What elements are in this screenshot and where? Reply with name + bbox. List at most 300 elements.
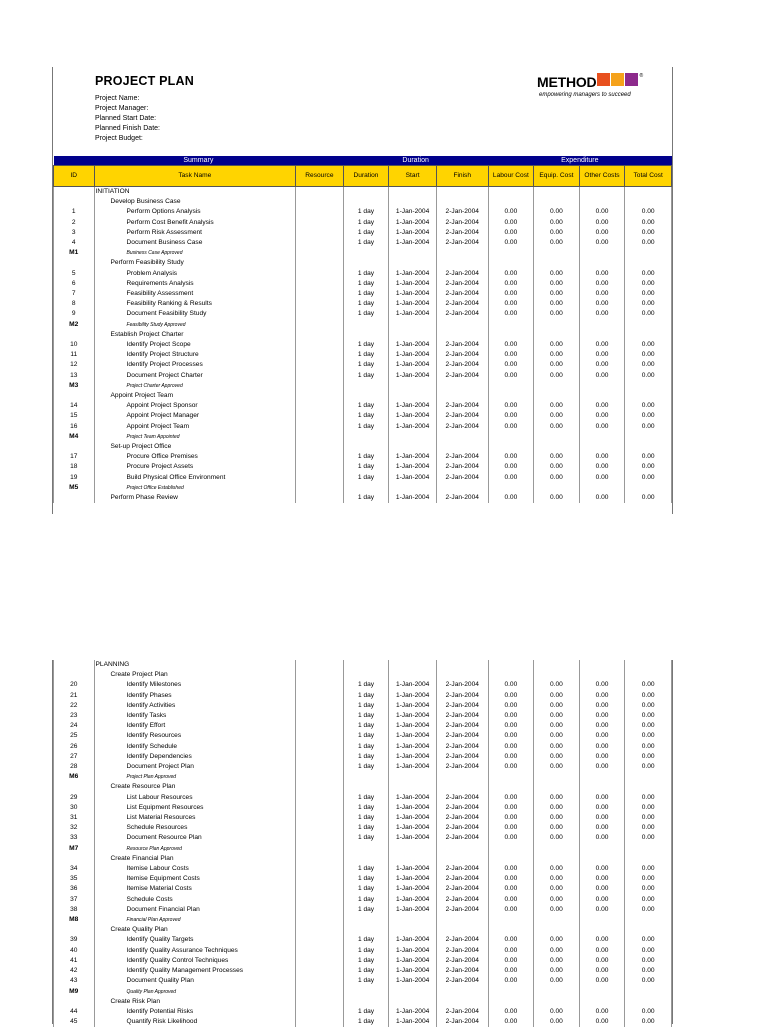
- cell-finish: 2-Jan-2004: [436, 350, 488, 360]
- cell-duration: 1 day: [343, 422, 389, 432]
- cell-equip-cost: [534, 258, 580, 268]
- cell-id: 39: [54, 935, 95, 945]
- cell-labour-cost: 0.00: [488, 228, 534, 238]
- cell-id: [54, 442, 95, 452]
- cell-duration: 1 day: [343, 289, 389, 299]
- cell-resource: [296, 401, 344, 411]
- cell-duration: 1 day: [343, 711, 389, 721]
- cell-other-costs: 0.00: [579, 493, 625, 503]
- cell-finish: [436, 320, 488, 330]
- cell-start: [389, 997, 437, 1007]
- cell-labour-cost: 0.00: [488, 701, 534, 711]
- cell-finish: 2-Jan-2004: [436, 473, 488, 483]
- cell-id: [54, 493, 95, 503]
- cell-other-costs: [579, 330, 625, 340]
- cell-id: M1: [54, 248, 95, 258]
- cell-task-name: Document Quality Plan: [94, 976, 296, 986]
- plan-rows-1: [54, 187, 672, 504]
- cell-other-costs: 0.00: [579, 956, 625, 966]
- cell-finish: 2-Jan-2004: [436, 874, 488, 884]
- cell-duration: [343, 442, 389, 452]
- cell-duration: 1 day: [343, 350, 389, 360]
- cell-labour-cost: [488, 442, 534, 452]
- cell-equip-cost: 0.00: [534, 976, 580, 986]
- task-row: [54, 411, 672, 421]
- cell-finish: 2-Jan-2004: [436, 701, 488, 711]
- cell-finish: 2-Jan-2004: [436, 884, 488, 894]
- cell-labour-cost: 0.00: [488, 207, 534, 217]
- cell-task-name: Document Business Case: [94, 238, 296, 248]
- cell-id: 37: [54, 895, 95, 905]
- cell-resource: [296, 197, 344, 207]
- cell-other-costs: 0.00: [579, 731, 625, 741]
- cell-equip-cost: 0.00: [534, 742, 580, 752]
- cell-task-name: Document Resource Plan: [94, 833, 296, 843]
- cell-total-cost: [625, 330, 672, 340]
- milestone-row: [54, 320, 672, 330]
- cell-resource: [296, 874, 344, 884]
- cell-start: 1-Jan-2004: [389, 360, 437, 370]
- cell-finish: [436, 997, 488, 1007]
- cell-task-name: Procure Office Premises: [94, 452, 296, 462]
- cell-start: 1-Jan-2004: [389, 895, 437, 905]
- cell-equip-cost: 0.00: [534, 793, 580, 803]
- cell-duration: 1 day: [343, 803, 389, 813]
- cell-equip-cost: 0.00: [534, 1007, 580, 1017]
- registered-mark: ®: [639, 73, 644, 79]
- cell-duration: [343, 782, 389, 792]
- cell-resource: [296, 473, 344, 483]
- cell-duration: 1 day: [343, 680, 389, 690]
- cell-total-cost: 0.00: [625, 340, 672, 350]
- cell-start: 1-Jan-2004: [389, 371, 437, 381]
- cell-other-costs: 0.00: [579, 452, 625, 462]
- cell-other-costs: 0.00: [579, 895, 625, 905]
- cell-finish: 2-Jan-2004: [436, 218, 488, 228]
- cell-total-cost: [625, 197, 672, 207]
- cell-equip-cost: 0.00: [534, 462, 580, 472]
- cell-resource: [296, 483, 344, 493]
- cell-other-costs: [579, 987, 625, 997]
- cell-start: 1-Jan-2004: [389, 752, 437, 762]
- cell-other-costs: 0.00: [579, 299, 625, 309]
- cell-task-name: PLANNING: [94, 660, 296, 670]
- cell-labour-cost: 0.00: [488, 721, 534, 731]
- task-row: [54, 701, 672, 711]
- cell-finish: [436, 391, 488, 401]
- cell-other-costs: [579, 381, 625, 391]
- cell-id: 38: [54, 905, 95, 915]
- cell-finish: 2-Jan-2004: [436, 680, 488, 690]
- cell-id: 8: [54, 299, 95, 309]
- cell-id: [54, 391, 95, 401]
- cell-resource: [296, 1017, 344, 1027]
- cell-equip-cost: 0.00: [534, 371, 580, 381]
- cell-total-cost: 0.00: [625, 228, 672, 238]
- phase-row: [54, 187, 672, 198]
- cell-id: 42: [54, 966, 95, 976]
- cell-duration: 1 day: [343, 976, 389, 986]
- cell-resource: [296, 1007, 344, 1017]
- band-summary: Summary: [54, 156, 344, 166]
- cell-equip-cost: 0.00: [534, 207, 580, 217]
- cell-start: 1-Jan-2004: [389, 742, 437, 752]
- cell-id: [54, 330, 95, 340]
- cell-equip-cost: 0.00: [534, 752, 580, 762]
- cell-duration: 1 day: [343, 833, 389, 843]
- cell-total-cost: 0.00: [625, 289, 672, 299]
- cell-total-cost: [625, 772, 672, 782]
- cell-duration: 1 day: [343, 411, 389, 421]
- cell-labour-cost: [488, 197, 534, 207]
- cell-duration: 1 day: [343, 823, 389, 833]
- cell-equip-cost: 0.00: [534, 966, 580, 976]
- cell-duration: [343, 987, 389, 997]
- cell-id: 43: [54, 976, 95, 986]
- cell-other-costs: [579, 320, 625, 330]
- task-row: [54, 752, 672, 762]
- cell-labour-cost: [488, 670, 534, 680]
- cell-id: 18: [54, 462, 95, 472]
- cell-other-costs: 0.00: [579, 1007, 625, 1017]
- logo-word: METHOD: [537, 74, 597, 90]
- task-row: [54, 884, 672, 894]
- cell-finish: 2-Jan-2004: [436, 228, 488, 238]
- cell-equip-cost: 0.00: [534, 360, 580, 370]
- cell-total-cost: [625, 782, 672, 792]
- task-row: [54, 269, 672, 279]
- cell-duration: [343, 391, 389, 401]
- cell-finish: [436, 925, 488, 935]
- cell-finish: [436, 483, 488, 493]
- cell-duration: 1 day: [343, 228, 389, 238]
- task-row: [54, 813, 672, 823]
- cell-duration: 1 day: [343, 762, 389, 772]
- cell-duration: 1 day: [343, 691, 389, 701]
- cell-equip-cost: 0.00: [534, 946, 580, 956]
- task-row: [54, 731, 672, 741]
- cell-task-name: Quality Plan Approved: [94, 987, 296, 997]
- cell-task-name: Requirements Analysis: [94, 279, 296, 289]
- cell-finish: 2-Jan-2004: [436, 966, 488, 976]
- phase-row: [54, 660, 672, 670]
- cell-task-name: Perform Phase Review: [94, 493, 296, 503]
- cell-total-cost: [625, 854, 672, 864]
- cell-task-name: Identify Effort: [94, 721, 296, 731]
- cell-labour-cost: 0.00: [488, 762, 534, 772]
- cell-start: [389, 782, 437, 792]
- cell-equip-cost: 0.00: [534, 350, 580, 360]
- cell-other-costs: 0.00: [579, 691, 625, 701]
- cell-start: 1-Jan-2004: [389, 803, 437, 813]
- cell-resource: [296, 218, 344, 228]
- group-row: [54, 330, 672, 340]
- task-row: [54, 833, 672, 843]
- cell-total-cost: 0.00: [625, 1007, 672, 1017]
- plan-page-1: [52, 67, 673, 514]
- cell-total-cost: [625, 432, 672, 442]
- cell-finish: 2-Jan-2004: [436, 371, 488, 381]
- cell-equip-cost: [534, 772, 580, 782]
- cell-duration: [343, 997, 389, 1007]
- cell-start: [389, 381, 437, 391]
- cell-task-name: Develop Business Case: [94, 197, 296, 207]
- cell-total-cost: [625, 442, 672, 452]
- cell-id: [54, 854, 95, 864]
- field-project-manager: Project Manager:: [95, 105, 149, 112]
- cell-start: 1-Jan-2004: [389, 884, 437, 894]
- cell-start: 1-Jan-2004: [389, 228, 437, 238]
- cell-other-costs: 0.00: [579, 966, 625, 976]
- cell-labour-cost: [488, 320, 534, 330]
- cell-resource: [296, 854, 344, 864]
- cell-equip-cost: 0.00: [534, 289, 580, 299]
- cell-equip-cost: [534, 660, 580, 670]
- project-fields: [95, 94, 160, 144]
- cell-equip-cost: [534, 925, 580, 935]
- cell-equip-cost: 0.00: [534, 309, 580, 319]
- cell-other-costs: [579, 670, 625, 680]
- cell-id: 32: [54, 823, 95, 833]
- cell-id: 41: [54, 956, 95, 966]
- cell-duration: 1 day: [343, 793, 389, 803]
- cell-finish: 2-Jan-2004: [436, 238, 488, 248]
- cell-labour-cost: 0.00: [488, 401, 534, 411]
- col-other-costs: Other Costs: [579, 166, 625, 187]
- cell-duration: [343, 854, 389, 864]
- milestone-row: [54, 381, 672, 391]
- task-row: [54, 493, 672, 503]
- band-expenditure: Expenditure: [488, 156, 671, 166]
- cell-resource: [296, 813, 344, 823]
- cell-resource: [296, 207, 344, 217]
- cell-id: 6: [54, 279, 95, 289]
- cell-id: 14: [54, 401, 95, 411]
- cell-equip-cost: [534, 782, 580, 792]
- cell-task-name: List Labour Resources: [94, 793, 296, 803]
- cell-total-cost: 0.00: [625, 813, 672, 823]
- cell-resource: [296, 782, 344, 792]
- group-row: [54, 670, 672, 680]
- task-row: [54, 228, 672, 238]
- cell-labour-cost: [488, 844, 534, 854]
- cell-id: 27: [54, 752, 95, 762]
- cell-id: 31: [54, 813, 95, 823]
- cell-duration: [343, 197, 389, 207]
- cell-resource: [296, 340, 344, 350]
- cell-other-costs: [579, 391, 625, 401]
- cell-task-name: List Equipment Resources: [94, 803, 296, 813]
- cell-id: [54, 197, 95, 207]
- cell-other-costs: 0.00: [579, 976, 625, 986]
- cell-resource: [296, 905, 344, 915]
- cell-resource: [296, 228, 344, 238]
- cell-equip-cost: 0.00: [534, 493, 580, 503]
- cell-resource: [296, 701, 344, 711]
- cell-equip-cost: [534, 381, 580, 391]
- cell-equip-cost: [534, 330, 580, 340]
- band-duration: Duration: [343, 156, 488, 166]
- col-id: ID: [54, 166, 95, 187]
- cell-other-costs: 0.00: [579, 884, 625, 894]
- cell-equip-cost: [534, 987, 580, 997]
- cell-other-costs: 0.00: [579, 823, 625, 833]
- cell-id: 19: [54, 473, 95, 483]
- cell-total-cost: [625, 670, 672, 680]
- cell-task-name: Problem Analysis: [94, 269, 296, 279]
- cell-labour-cost: 0.00: [488, 874, 534, 884]
- cell-finish: [436, 197, 488, 207]
- cell-resource: [296, 452, 344, 462]
- cell-finish: 2-Jan-2004: [436, 462, 488, 472]
- cell-other-costs: 0.00: [579, 360, 625, 370]
- cell-start: 1-Jan-2004: [389, 935, 437, 945]
- plan-table-1: [53, 156, 672, 503]
- cell-labour-cost: 0.00: [488, 218, 534, 228]
- cell-labour-cost: [488, 483, 534, 493]
- cell-total-cost: 0.00: [625, 946, 672, 956]
- cell-id: 35: [54, 874, 95, 884]
- cell-other-costs: [579, 442, 625, 452]
- col-total-cost: Total Cost: [625, 166, 672, 187]
- group-row: [54, 258, 672, 268]
- cell-task-name: Identify Quality Assurance Techniques: [94, 946, 296, 956]
- task-row: [54, 793, 672, 803]
- cell-finish: 2-Jan-2004: [436, 823, 488, 833]
- cell-total-cost: 0.00: [625, 279, 672, 289]
- cell-other-costs: 0.00: [579, 874, 625, 884]
- cell-other-costs: 0.00: [579, 401, 625, 411]
- field-planned-finish: Planned Finish Date:: [95, 125, 160, 132]
- cell-id: [54, 187, 95, 198]
- cell-finish: [436, 187, 488, 198]
- task-row: [54, 452, 672, 462]
- cell-task-name: Identify Tasks: [94, 711, 296, 721]
- cell-duration: 1 day: [343, 1017, 389, 1027]
- task-row: [54, 946, 672, 956]
- cell-start: [389, 391, 437, 401]
- cell-start: [389, 987, 437, 997]
- cell-start: [389, 915, 437, 925]
- task-row: [54, 299, 672, 309]
- cell-task-name: Identify Project Processes: [94, 360, 296, 370]
- cell-finish: [436, 854, 488, 864]
- cell-other-costs: 0.00: [579, 711, 625, 721]
- cell-task-name: Perform Options Analysis: [94, 207, 296, 217]
- cell-labour-cost: 0.00: [488, 731, 534, 741]
- cell-start: 1-Jan-2004: [389, 279, 437, 289]
- cell-total-cost: 0.00: [625, 360, 672, 370]
- cell-other-costs: 0.00: [579, 473, 625, 483]
- cell-resource: [296, 309, 344, 319]
- cell-start: 1-Jan-2004: [389, 946, 437, 956]
- plan-rows-2: [54, 660, 672, 1027]
- header-band: [54, 156, 672, 166]
- cell-total-cost: [625, 258, 672, 268]
- field-project-name: Project Name:: [95, 95, 140, 102]
- cell-resource: [296, 320, 344, 330]
- cell-start: 1-Jan-2004: [389, 813, 437, 823]
- cell-other-costs: [579, 248, 625, 258]
- cell-equip-cost: 0.00: [534, 874, 580, 884]
- cell-id: 36: [54, 884, 95, 894]
- plan-header: [53, 67, 672, 156]
- cell-equip-cost: 0.00: [534, 721, 580, 731]
- task-row: [54, 371, 672, 381]
- cell-duration: [343, 772, 389, 782]
- cell-equip-cost: 0.00: [534, 1017, 580, 1027]
- cell-id: 2: [54, 218, 95, 228]
- cell-id: [54, 660, 95, 670]
- cell-labour-cost: 0.00: [488, 803, 534, 813]
- cell-id: 24: [54, 721, 95, 731]
- cell-finish: 2-Jan-2004: [436, 401, 488, 411]
- cell-resource: [296, 660, 344, 670]
- cell-labour-cost: 0.00: [488, 493, 534, 503]
- cell-labour-cost: 0.00: [488, 289, 534, 299]
- cell-duration: 1 day: [343, 935, 389, 945]
- cell-other-costs: 0.00: [579, 411, 625, 421]
- cell-duration: 1 day: [343, 309, 389, 319]
- cell-id: M7: [54, 844, 95, 854]
- cell-task-name: Document Financial Plan: [94, 905, 296, 915]
- cell-other-costs: [579, 660, 625, 670]
- cell-finish: 2-Jan-2004: [436, 711, 488, 721]
- cell-resource: [296, 844, 344, 854]
- cell-other-costs: 0.00: [579, 371, 625, 381]
- cell-total-cost: 0.00: [625, 752, 672, 762]
- cell-other-costs: 0.00: [579, 762, 625, 772]
- cell-labour-cost: 0.00: [488, 473, 534, 483]
- cell-total-cost: 0.00: [625, 793, 672, 803]
- cell-labour-cost: 0.00: [488, 299, 534, 309]
- group-row: [54, 854, 672, 864]
- cell-equip-cost: [534, 432, 580, 442]
- task-row: [54, 742, 672, 752]
- cell-task-name: Perform Cost Benefit Analysis: [94, 218, 296, 228]
- cell-task-name: Identify Milestones: [94, 680, 296, 690]
- cell-total-cost: [625, 660, 672, 670]
- cell-finish: [436, 432, 488, 442]
- cell-start: 1-Jan-2004: [389, 340, 437, 350]
- cell-other-costs: [579, 782, 625, 792]
- cell-task-name: Appoint Project Team: [94, 422, 296, 432]
- cell-finish: 2-Jan-2004: [436, 422, 488, 432]
- milestone-row: [54, 483, 672, 493]
- cell-duration: 1 day: [343, 956, 389, 966]
- task-row: [54, 711, 672, 721]
- group-row: [54, 197, 672, 207]
- cell-task-name: Perform Feasibility Study: [94, 258, 296, 268]
- cell-resource: [296, 422, 344, 432]
- cell-equip-cost: 0.00: [534, 956, 580, 966]
- cell-equip-cost: [534, 854, 580, 864]
- cell-total-cost: 0.00: [625, 935, 672, 945]
- cell-labour-cost: 0.00: [488, 340, 534, 350]
- cell-start: 1-Jan-2004: [389, 350, 437, 360]
- cell-task-name: Document Feasibility Study: [94, 309, 296, 319]
- cell-labour-cost: [488, 187, 534, 198]
- cell-resource: [296, 966, 344, 976]
- cell-duration: [343, 187, 389, 198]
- cell-equip-cost: [534, 915, 580, 925]
- task-row: [54, 864, 672, 874]
- cell-id: 25: [54, 731, 95, 741]
- cell-start: 1-Jan-2004: [389, 701, 437, 711]
- cell-id: 26: [54, 742, 95, 752]
- cell-task-name: Procure Project Assets: [94, 462, 296, 472]
- cell-id: 7: [54, 289, 95, 299]
